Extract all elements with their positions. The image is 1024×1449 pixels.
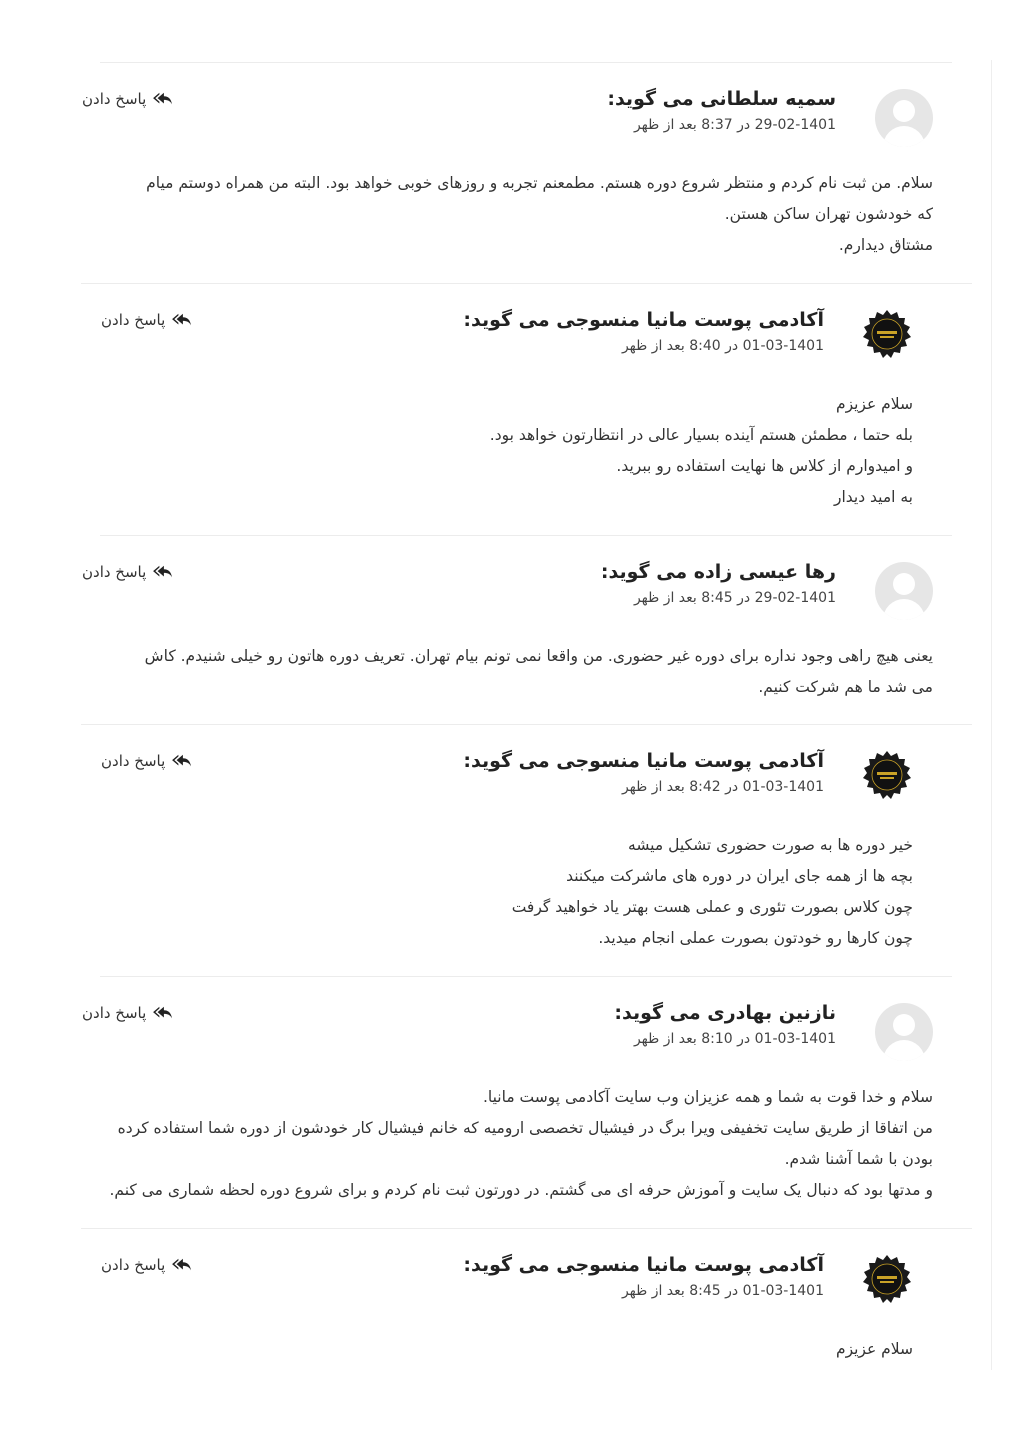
comment-line: بچه ها از همه جای ایران در دوره های ماشرکت میکنند <box>566 867 913 885</box>
reply-label: پاسخ دادن <box>101 311 166 329</box>
comment-separator <box>81 724 972 725</box>
comment-line: سلام عزیزم <box>835 395 913 413</box>
comment-line: می شد ما هم شرکت کنیم. <box>758 678 933 696</box>
academy-badge-icon <box>862 750 912 800</box>
reply-all-icon <box>152 1004 174 1022</box>
reply-button[interactable] <box>101 311 193 329</box>
comment-author: آکادمی پوست مانیا منسوجی می گوید: <box>463 309 824 331</box>
user-silhouette-icon <box>875 562 933 620</box>
user-silhouette-icon <box>875 1003 933 1061</box>
comment-date[interactable]: 29-02-1401 در 8:37 بعد از ظهر <box>633 117 836 133</box>
comment-body <box>93 1334 913 1365</box>
comment-separator <box>81 283 972 284</box>
comment <box>0 535 1024 724</box>
reply-all-icon <box>171 1256 193 1274</box>
comment-line: بله حتما ، مطمئن هستم آینده بسیار عالی در انتظارتون خواهد بود. <box>489 426 913 444</box>
comment-line: چون کلاس بصورت تئوری و عملی هست بهتر یاد خواهید گرفت <box>511 898 913 916</box>
comment-date[interactable]: 01-03-1401 در 8:45 بعد از ظهر <box>621 1283 824 1299</box>
comment-line: سلام و خدا قوت به شما و همه عزیزان وب سایت آکادمی پوست مانیا. <box>482 1088 933 1106</box>
comment-body <box>93 830 913 954</box>
reply-label: پاسخ دادن <box>82 1004 147 1022</box>
comment-separator <box>100 62 952 63</box>
reply-all-icon <box>152 90 174 108</box>
comment-reply <box>0 283 1024 535</box>
reply-button[interactable] <box>82 563 174 581</box>
comment-line: سلام. من ثبت نام کردم و منتظر شروع دوره هستم. مطمعنم تجربه و روزهای خوبی خواهد بود. البته من همراه دوستم میام <box>146 174 933 192</box>
comment-date[interactable]: 29-02-1401 در 8:45 بعد از ظهر <box>633 590 836 606</box>
reply-button[interactable] <box>82 90 174 108</box>
reply-label: پاسخ دادن <box>101 752 166 770</box>
comment-line: خیر دوره ها به صورت حضوری تشکیل میشه <box>628 836 913 854</box>
comment-line: و امیدوارم از کلاس ها نهایت استفاده رو ببرید. <box>616 457 913 475</box>
reply-all-icon <box>152 563 174 581</box>
comment-line: بودن با شما آشنا شدم. <box>784 1150 933 1168</box>
reply-all-icon <box>171 311 193 329</box>
comment-author: آکادمی پوست مانیا منسوجی می گوید: <box>463 750 824 772</box>
comment-body <box>73 1082 933 1206</box>
reply-all-icon <box>171 752 193 770</box>
comment <box>0 976 1024 1228</box>
academy-badge-icon <box>862 1254 912 1304</box>
reply-label: پاسخ دادن <box>101 1256 166 1274</box>
comment-separator <box>100 535 952 536</box>
comment-author: رها عیسی زاده می گوید: <box>600 561 836 583</box>
academy-badge-icon <box>862 309 912 359</box>
reply-button[interactable] <box>82 1004 174 1022</box>
reply-label: پاسخ دادن <box>82 90 147 108</box>
comment-separator <box>81 1228 972 1229</box>
comment-line: یعنی هیچ راهی وجود نداره برای دوره غیر حضوری. من واقعا نمی تونم بیام تهران. تعریف دوره هاتون رو خیلی شنیدم. کاش <box>144 647 933 665</box>
comment-reply <box>0 1228 1024 1388</box>
comment-body <box>93 389 913 513</box>
comment-body <box>73 641 933 703</box>
comment-line: چون کارها رو خودتون بصورت عملی انجام میدید. <box>598 929 913 947</box>
comment-line: من اتفاقا از طریق سایت تخفیفی ویرا برگ در فیشیال تخصصی ارومیه که خانم فیشیال کار خودشون از دوره شما استفاده کرده <box>117 1119 933 1137</box>
comment-author: نازنین بهادری می گوید: <box>614 1002 836 1024</box>
comment <box>0 62 1024 282</box>
comment-separator <box>100 976 952 977</box>
comment-body <box>73 168 933 261</box>
comment-line: مشتاق دیدارم. <box>838 236 933 254</box>
comment-line: سلام عزیزم <box>835 1340 913 1358</box>
comment-date[interactable]: 01-03-1401 در 8:10 بعد از ظهر <box>633 1031 836 1047</box>
comment-reply <box>0 724 1024 976</box>
reply-label: پاسخ دادن <box>82 563 147 581</box>
comment-line: که خودشون تهران ساکن هستن. <box>724 205 933 223</box>
comment-line: به امید دیدار <box>833 488 913 506</box>
reply-button[interactable] <box>101 1256 193 1274</box>
comment-author: آکادمی پوست مانیا منسوجی می گوید: <box>463 1254 824 1276</box>
reply-button[interactable] <box>101 752 193 770</box>
comment-date[interactable]: 01-03-1401 در 8:42 بعد از ظهر <box>621 779 824 795</box>
comment-line: و مدتها بود که دنبال یک سایت و آموزش حرفه ای می گشتم. در دورتون ثبت نام کردم و برای شروع دوره لحظه شماری می کنم. <box>109 1181 933 1199</box>
comment-date[interactable]: 01-03-1401 در 8:40 بعد از ظهر <box>621 338 824 354</box>
user-silhouette-icon <box>875 89 933 147</box>
comment-author: سمیه سلطانی می گوید: <box>607 88 836 110</box>
